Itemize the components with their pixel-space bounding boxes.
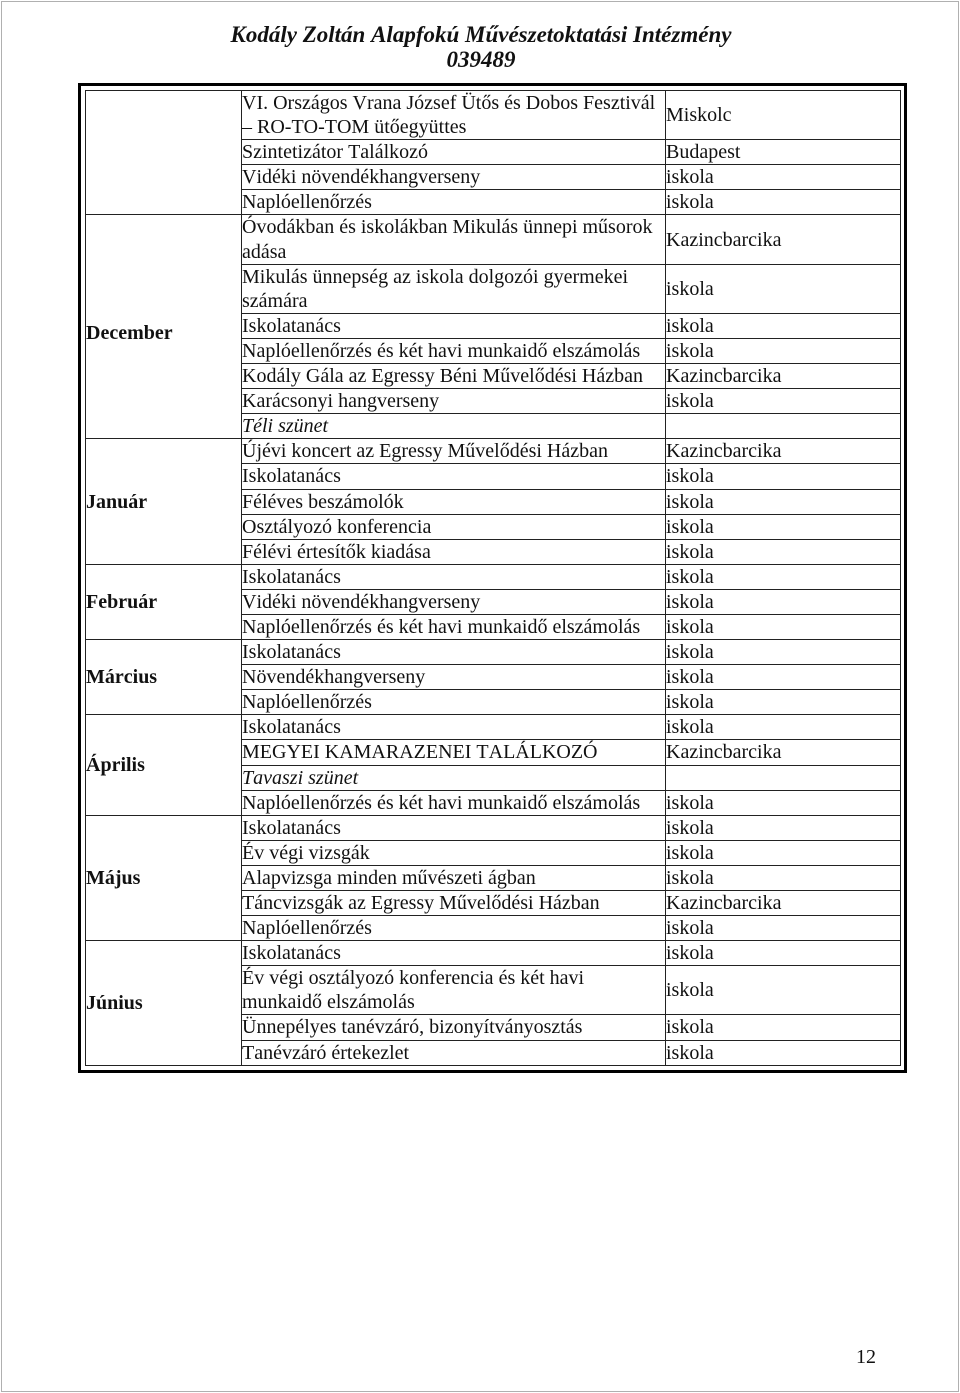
location-cell: iskola [666, 665, 901, 690]
month-label: Június [86, 992, 143, 1015]
month-label: Április [86, 754, 145, 777]
location-cell: Kazincbarcika [666, 740, 901, 765]
location-cell: iskola [666, 464, 901, 489]
month-cell [86, 815, 242, 940]
month-label: December [86, 322, 173, 345]
location-cell: iskola [666, 313, 901, 338]
location-cell: iskola [666, 815, 901, 840]
document-header [0, 22, 960, 72]
event-cell: Naplóellenőrzés [242, 916, 666, 941]
month-cell [86, 91, 242, 215]
location-cell: iskola [666, 190, 901, 215]
event-cell: Alapvizsga minden művészeti ágban [242, 865, 666, 890]
month-cell [86, 640, 242, 715]
month-label: Február [86, 591, 158, 614]
schedule-row [86, 564, 901, 589]
schedule-row [86, 941, 901, 966]
location-cell: iskola [666, 589, 901, 614]
event-cell: Iskolatanács [242, 313, 666, 338]
event-cell: Év végi osztályozó konferencia és két havi munkaidő elszámolás [242, 966, 666, 1015]
event-cell: Mikulás ünnepség az iskola dolgozói gyermekei számára [242, 264, 666, 313]
location-cell: iskola [666, 264, 901, 313]
month-cell [86, 215, 242, 439]
location-cell: iskola [666, 564, 901, 589]
schedule-table [85, 90, 901, 1066]
page-number: 12 [856, 1346, 876, 1368]
location-cell: iskola [666, 941, 901, 966]
event-cell: Ünnepélyes tanévzáró, bizonyítványosztás [242, 1015, 666, 1040]
location-cell: iskola [666, 165, 901, 190]
event-cell: Iskolatanács [242, 464, 666, 489]
schedule-row [86, 715, 901, 740]
location-cell: iskola [666, 489, 901, 514]
schedule-row [86, 640, 901, 665]
location-cell: Budapest [666, 140, 901, 165]
event-cell: Iskolatanács [242, 815, 666, 840]
location-cell: Kazincbarcika [666, 891, 901, 916]
event-cell: Növendékhangverseny [242, 665, 666, 690]
event-cell: Karácsonyi hangverseny [242, 389, 666, 414]
event-cell: Iskolatanács [242, 715, 666, 740]
event-cell: Téli szünet [242, 414, 666, 439]
event-cell: Szintetizátor Találkozó [242, 140, 666, 165]
location-cell: iskola [666, 514, 901, 539]
location-cell: iskola [666, 715, 901, 740]
month-cell [86, 715, 242, 815]
schedule-row [86, 815, 901, 840]
location-cell: iskola [666, 389, 901, 414]
event-cell: Vidéki növendékhangverseny [242, 165, 666, 190]
location-cell: iskola [666, 840, 901, 865]
location-cell: iskola [666, 338, 901, 363]
month-cell [86, 941, 242, 1065]
location-cell [666, 765, 901, 790]
event-cell: Naplóellenőrzés és két havi munkaidő elszámolás [242, 614, 666, 639]
event-cell: VI. Országos Vrana József Ütős és Dobos Fesztivál – RO-TO-TOM ütőegyüttes [242, 91, 666, 140]
schedule-frame [78, 83, 907, 1073]
location-cell: Kazincbarcika [666, 215, 901, 264]
location-cell: iskola [666, 916, 901, 941]
event-cell: MEGYEI KAMARAZENEI TALÁLKOZÓ [242, 740, 666, 765]
location-cell: Miskolc [666, 91, 901, 140]
location-cell: Kazincbarcika [666, 364, 901, 389]
institution-code: 039489 [446, 47, 516, 72]
event-cell: Tanévzáró értekezlet [242, 1040, 666, 1065]
location-cell: iskola [666, 790, 901, 815]
event-cell: Naplóellenőrzés és két havi munkaidő elszámolás [242, 338, 666, 363]
event-cell: Óvodákban és iskolákban Mikulás ünnepi műsorok adása [242, 215, 666, 264]
event-cell: Év végi vizsgák [242, 840, 666, 865]
event-cell: Táncvizsgák az Egressy Művelődési Házban [242, 891, 666, 916]
month-label: Január [86, 490, 148, 513]
schedule-row [86, 91, 901, 140]
event-cell: Naplóellenőrzés és két havi munkaidő elszámolás [242, 790, 666, 815]
event-cell: Félévi értesítők kiadása [242, 539, 666, 564]
location-cell: iskola [666, 1040, 901, 1065]
event-cell: Kodály Gála az Egressy Béni Művelődési Házban [242, 364, 666, 389]
location-cell: iskola [666, 1015, 901, 1040]
event-cell: Naplóellenőrzés [242, 190, 666, 215]
location-cell: iskola [666, 539, 901, 564]
month-cell [86, 564, 242, 639]
event-cell: Féléves beszámolók [242, 489, 666, 514]
event-cell: Iskolatanács [242, 564, 666, 589]
location-cell: iskola [666, 640, 901, 665]
month-label: Május [86, 867, 141, 890]
event-cell: Újévi koncert az Egressy Művelődési Házban [242, 439, 666, 464]
event-cell: Osztályozó konferencia [242, 514, 666, 539]
month-label: Március [86, 666, 158, 689]
location-cell: iskola [666, 865, 901, 890]
event-cell: Iskolatanács [242, 640, 666, 665]
schedule-row [86, 215, 901, 264]
schedule-row [86, 439, 901, 464]
location-cell: iskola [666, 690, 901, 715]
location-cell: Kazincbarcika [666, 439, 901, 464]
event-cell: Iskolatanács [242, 941, 666, 966]
location-cell [666, 414, 901, 439]
location-cell: iskola [666, 614, 901, 639]
event-cell: Tavaszi szünet [242, 765, 666, 790]
event-cell: Vidéki növendékhangverseny [242, 589, 666, 614]
event-cell: Naplóellenőrzés [242, 690, 666, 715]
schedule-body [86, 91, 901, 1066]
location-cell: iskola [666, 966, 901, 1015]
month-cell [86, 439, 242, 564]
institution-name: Kodály Zoltán Alapfokú Művészetoktatási Intézmény [230, 22, 732, 47]
